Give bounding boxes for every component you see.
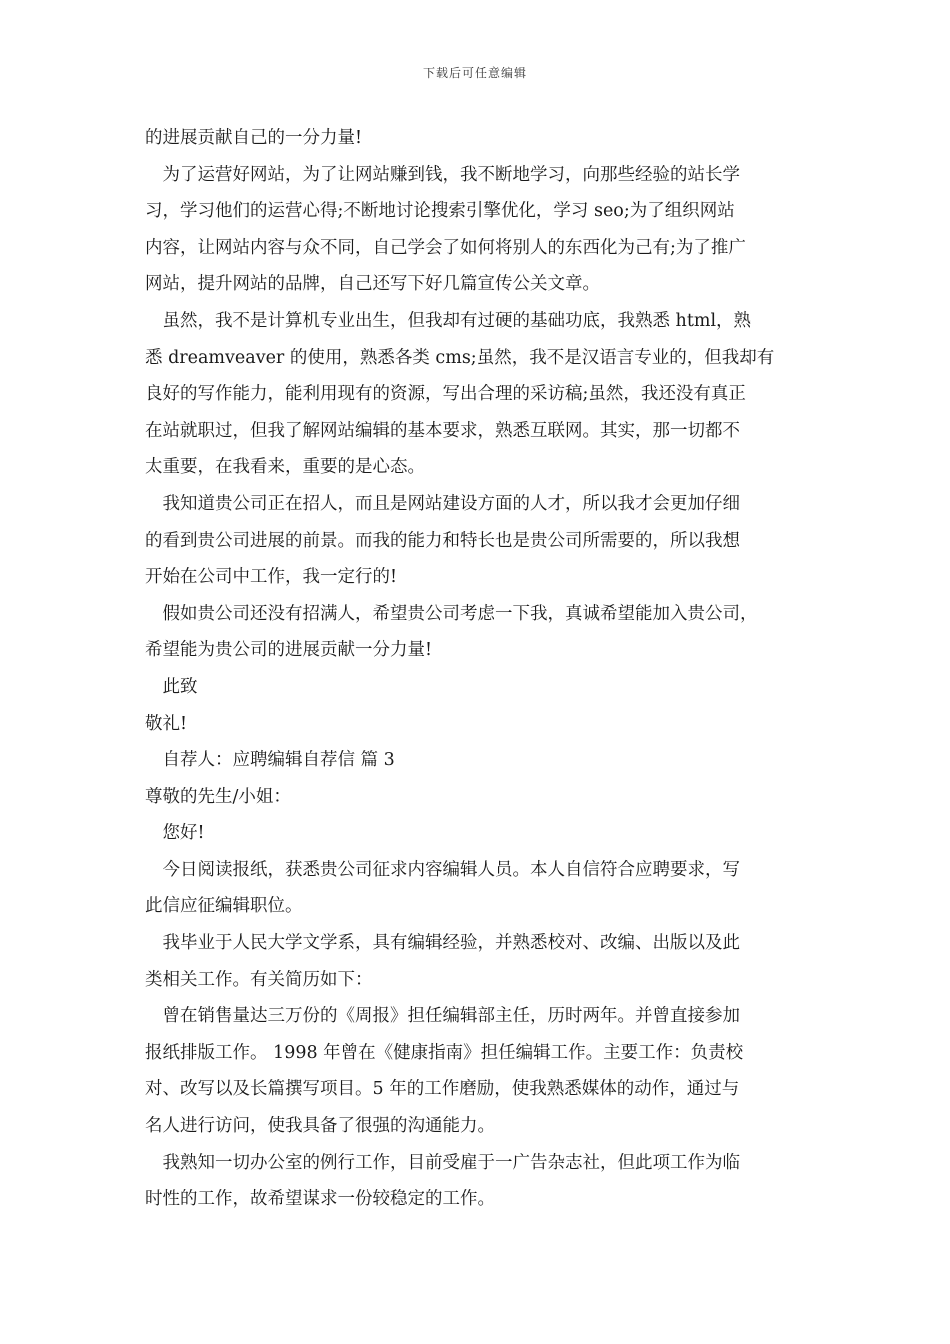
text-line: 尊敬的先生/小姐： [145, 786, 291, 807]
text-line: 的进展贡献自己的一分力量! [145, 128, 363, 148]
text-line: 的看到贵公司进展的前景。而我的能力和特长也是贵公司所需要的，所以我想 [145, 530, 740, 551]
text-line: 自荐人：应聘编辑自荐信 篇 3 [145, 750, 395, 771]
text-line: 对、改写以及长篇撰写项目。5 年的工作磨励，使我熟悉媒体的动作，通过与 [145, 1079, 740, 1100]
text-line: 我熟知一切办公室的例行工作，目前受雇于一广告杂志社，但此项工作为临 [145, 1152, 740, 1173]
text-line: 时性的工作，故希望谋求一份较稳定的工作。 [145, 1189, 495, 1210]
text-line: 今日阅读报纸，获悉贵公司征求内容编辑人员。本人自信符合应聘要求，写 [145, 859, 740, 880]
text-line: 太重要，在我看来，重要的是心态。 [145, 457, 425, 478]
text-line: 网站，提升网站的品牌，自己还写下好几篇宣传公关文章。 [145, 274, 600, 295]
text-line: 敬礼! [145, 713, 188, 734]
page-header: 下载后可任意编辑 [422, 66, 527, 80]
text-line: 此信应征编辑职位。 [145, 896, 303, 917]
text-line: 假如贵公司还没有招满人，希望贵公司考虑一下我，真诚希望能加入贵公司， [145, 603, 758, 624]
text-line: 我知道贵公司正在招人，而且是网站建设方面的人才，所以我才会更加仔细 [145, 493, 740, 514]
text-line: 良好的写作能力，能利用现有的资源，写出合理的采访稿;虽然，我还没有真正 [145, 384, 746, 405]
text-line: 此致 [145, 676, 198, 697]
text-line: 曾在销售量达三万份的《周报》担任编辑部主任，历时两年。并曾直接参加 [145, 1006, 740, 1027]
text-line: 习，学习他们的运营心得;不断地讨论搜索引擎优化，学习 seo;为了组织网站 [145, 201, 735, 222]
text-line: 您好! [145, 823, 205, 844]
text-line: 为了运营好网站，为了让网站赚到钱，我不断地学习，向那些经验的站长学 [145, 164, 740, 185]
text-line: 内容，让网站内容与众不同，自己学会了如何将别人的东西化为己有;为了推广 [145, 237, 746, 258]
text-line: 名人进行访问，使我具备了很强的沟通能力。 [145, 1116, 495, 1137]
text-line: 报纸排版工作。 1998 年曾在《健康指南》担任编辑工作。主要工作：负责校 [145, 1042, 744, 1063]
text-line: 虽然，我不是计算机专业出生，但我却有过硬的基础功底，我熟悉 html，熟 [145, 310, 752, 331]
text-line: 开始在公司中工作，我一定行的! [145, 567, 398, 588]
text-line: 悉 dreamveaver 的使用，熟悉各类 cms;虽然，我不是汉语言专业的，但我却有 [145, 347, 775, 368]
document-body [145, 120, 817, 1218]
text-line: 我毕业于人民大学文学系，具有编辑经验，并熟悉校对、改编、出版以及此 [145, 933, 740, 954]
text-line: 类相关工作。有关简历如下： [145, 969, 373, 990]
text-line: 在站就职过，但我了解网站编辑的基本要求，熟悉互联网。其实，那一切都不 [145, 420, 740, 441]
text-line: 希望能为贵公司的进展贡献一分力量! [145, 640, 433, 661]
